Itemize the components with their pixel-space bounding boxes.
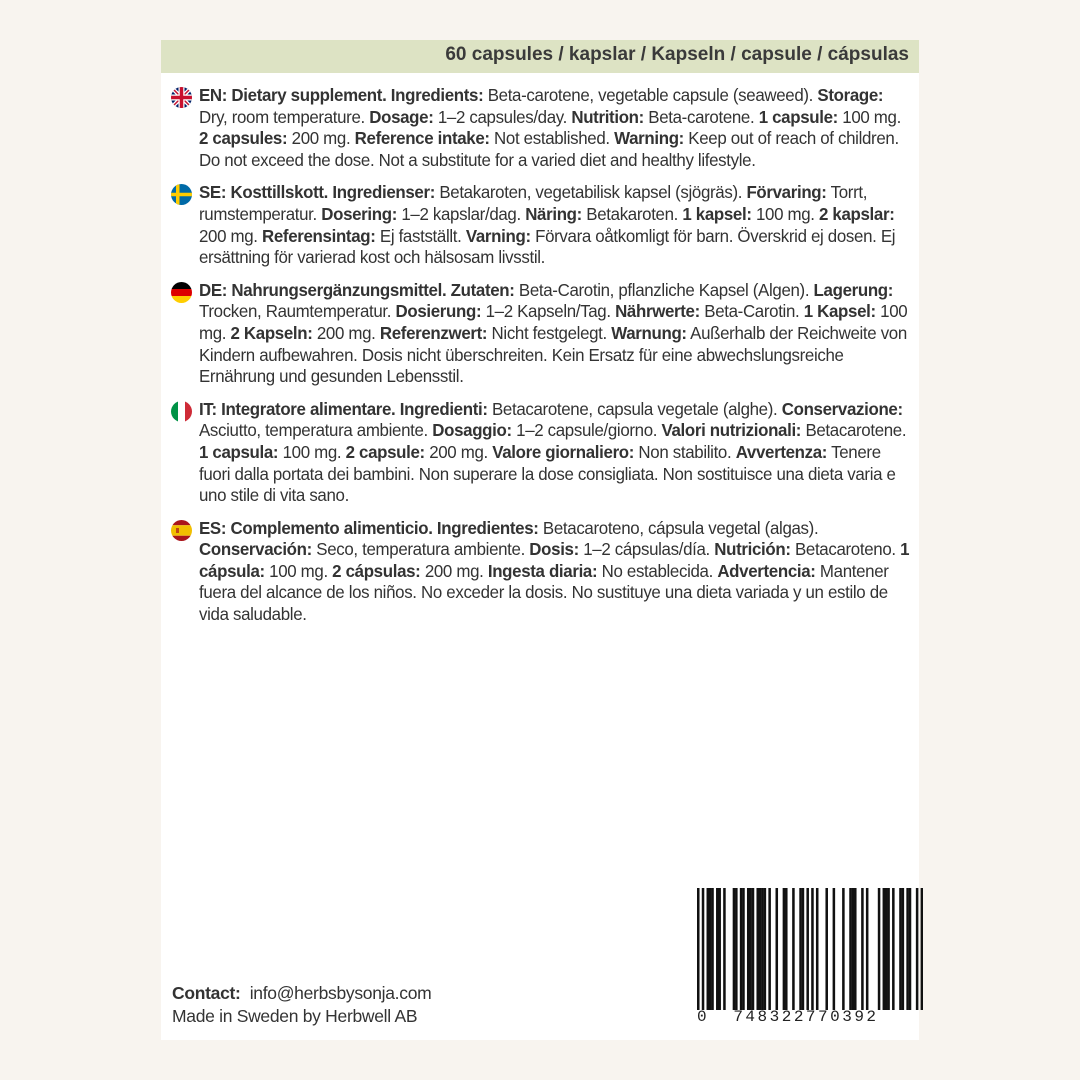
field-value: Mantener fuera del alcance de los niños. No exceder la dosis. No sustituye una dieta variada y un estilo de vida saludable. <box>199 560 889 625</box>
field-label: 1 kapsel: <box>682 203 752 224</box>
field-label: Referenzwert: <box>379 322 488 343</box>
product-label <box>161 40 919 1040</box>
section-es <box>171 518 911 626</box>
contact-label: Contact: <box>172 983 241 1003</box>
field-label: Nutrition: <box>571 106 644 127</box>
barcode-bar <box>892 888 895 1010</box>
barcode-first-digit: 0 <box>697 1008 710 1026</box>
uk-flag-icon <box>171 87 192 108</box>
barcode-bar <box>802 888 805 1010</box>
field-label: 1 capsula: <box>199 441 279 462</box>
field-value: Betacaroteno. <box>790 539 901 560</box>
field-label: Nährwerte: <box>615 301 700 322</box>
field-value: Betacarotene, capsula vegetale (alghe). <box>487 398 782 419</box>
field-label: Varning: <box>465 225 531 246</box>
field-label: Referensintag: <box>262 225 376 246</box>
contact-line <box>172 982 431 1005</box>
field-value: Seco, temperatura ambiente. <box>311 539 530 560</box>
field-value: Förvara oåtkomligt för barn. Överskrid ej dosen. Ej ersättning för varierad kost och hälsosam livsstil. <box>199 225 896 268</box>
barcode-bar <box>785 888 788 1010</box>
field-value: Dry, room temperature. <box>199 106 370 127</box>
section-text-de <box>199 280 913 388</box>
barcode-bar <box>735 888 738 1010</box>
field-label: 1 Kapsel: <box>803 301 876 322</box>
barcode-bar <box>776 888 779 1010</box>
field-value: 100 mg. <box>751 203 819 224</box>
section-text-en <box>199 85 913 171</box>
field-value: 1–2 capsule/giorno. <box>511 420 662 441</box>
barcode-bar <box>723 888 726 1010</box>
barcode-bar <box>768 888 771 1010</box>
italy-flag-icon <box>171 401 192 422</box>
contact-email[interactable]: info@herbsbysonja.com <box>249 983 432 1003</box>
section-se <box>171 182 911 268</box>
barcode-bar <box>806 888 809 1010</box>
field-label: Conservazione: <box>781 398 903 419</box>
barcode-bar <box>887 888 890 1010</box>
field-label: DE: Nahrungsergänzungsmittel. Zutaten: <box>199 279 515 300</box>
barcode-bar <box>707 888 710 1010</box>
field-value: 200 mg. <box>199 225 263 246</box>
header-band <box>161 40 919 73</box>
barcode-bar <box>849 888 852 1010</box>
field-label: Avvertenza: <box>735 441 828 462</box>
field-label: Warnung: <box>611 322 687 343</box>
field-label: Näring: <box>525 203 582 224</box>
field-label: Storage: <box>817 85 884 105</box>
field-label: 2 capsules: <box>199 128 288 149</box>
field-label: 1 capsule: <box>758 106 838 127</box>
barcode-bar <box>811 888 814 1010</box>
field-value: 200 mg. <box>420 560 488 581</box>
barcode-bar <box>711 888 714 1010</box>
field-value: Torrt, rumstemperatur. <box>199 182 868 224</box>
barcode-bar <box>747 888 750 1010</box>
field-label: 2 kapslar: <box>818 203 895 224</box>
contact-block <box>172 982 431 1028</box>
sweden-flag-icon <box>171 184 192 205</box>
field-label: Valore giornaliero: <box>492 441 635 462</box>
field-value: 100 mg. <box>837 106 901 127</box>
field-value: 1–2 capsules/day. <box>433 106 572 127</box>
field-value: Betakaroten, vegetabilisk kapsel (sjögräs). <box>434 182 747 203</box>
field-value: Trocken, Raumtemperatur. <box>199 301 396 322</box>
barcode-bar <box>761 888 764 1010</box>
barcode-bar <box>866 888 869 1010</box>
barcode-bar <box>742 888 745 1010</box>
section-text-es <box>199 518 913 626</box>
field-label: SE: Kosttillskott. Ingredienser: <box>199 182 435 203</box>
barcode-bar <box>756 888 759 1010</box>
field-value: 1–2 kapslar/dag. <box>397 203 526 224</box>
field-value: Beta-carotene. <box>643 106 759 127</box>
barcode-bar <box>783 888 786 1010</box>
barcode-bar <box>752 888 755 1010</box>
field-value: Betacarotene. <box>801 420 907 441</box>
barcode-bar <box>759 888 762 1010</box>
field-label: Ingesta diaria: <box>487 560 598 581</box>
field-value: Beta-Carotin. <box>699 301 804 322</box>
field-label: 2 cápsulas: <box>332 560 421 581</box>
field-label: 2 capsule: <box>345 441 425 462</box>
barcode-bar <box>718 888 721 1010</box>
field-label: Conservación: <box>199 539 312 560</box>
field-label: IT: Integratore alimentare. Ingredienti: <box>199 398 488 419</box>
capsule-count-title: 60 capsules / kapslar / Kapseln / capsule / cápsulas <box>445 44 909 65</box>
field-label: Advertencia: <box>717 560 816 581</box>
barcode-bar <box>885 888 888 1010</box>
barcode-number <box>697 1008 923 1026</box>
field-value: 200 mg. <box>287 128 355 149</box>
field-value: Tenere fuori dalla portata dei bambini. Non superare la dose consigliata. Non sostituisce una dieta varia e uno stile di vita sano. <box>199 441 896 506</box>
field-value: 100 mg. <box>199 301 908 343</box>
barcode-digits: 748322770392 <box>733 1008 879 1026</box>
barcode-bar <box>799 888 802 1010</box>
field-label: 1 cápsula: <box>199 539 910 581</box>
field-label: Warning: <box>614 128 684 149</box>
field-label: Nutrición: <box>714 539 791 560</box>
field-value: Beta-carotene, vegetable capsule (seaweed). <box>483 85 818 105</box>
field-value: 100 mg. <box>264 560 333 581</box>
field-value: Beta-Carotin, pflanzliche Kapsel (Algen). <box>514 279 814 300</box>
barcode-bar <box>861 888 864 1010</box>
field-label: EN: Dietary supplement. Ingredients: <box>199 85 484 105</box>
barcode-bar <box>825 888 828 1010</box>
field-label: 2 Kapseln: <box>230 322 313 343</box>
field-label: Valori nutrizionali: <box>661 420 802 441</box>
field-label: Dosering: <box>321 203 398 224</box>
field-value: Keep out of reach of children. Do not exceed the dose. Not a substitute for a varied diet and healthy lifestyle. <box>199 128 899 170</box>
barcode-icon <box>697 888 923 1010</box>
field-value: Nicht festgelegt. <box>487 322 612 343</box>
field-label: Dosage: <box>369 106 434 127</box>
language-sections <box>171 85 911 637</box>
field-label: ES: Complemento alimenticio. Ingredientes: <box>199 517 539 538</box>
germany-flag-icon <box>171 282 192 303</box>
barcode-bar <box>702 888 705 1010</box>
barcode-bar <box>878 888 881 1010</box>
field-value: 1–2 cápsulas/día. <box>578 539 715 560</box>
field-label: Förvaring: <box>746 182 827 203</box>
barcode-bar <box>749 888 752 1010</box>
barcode-bar <box>842 888 845 1010</box>
barcode-bar <box>899 888 902 1010</box>
barcode-bar <box>764 888 767 1010</box>
field-value: Außerhalb der Reichweite von Kindern aufbewahren. Dosis nicht überschreiten. Kein Ersatz für eine abwechslungsreiche Ernährung und gesunden Lebensstil. <box>199 322 907 387</box>
field-value: Betacaroteno, cápsula vegetal (algas). <box>538 517 819 538</box>
field-value: Ej fastställt. <box>375 225 466 246</box>
barcode-bar <box>852 888 855 1010</box>
barcode-bar <box>833 888 836 1010</box>
field-value: 1–2 Kapseln/Tag. <box>481 301 616 322</box>
field-value: Non stabilito. <box>634 441 736 462</box>
spain-flag-icon <box>171 520 192 541</box>
barcode-bar <box>792 888 795 1010</box>
barcode-bar <box>716 888 719 1010</box>
barcode-bar <box>921 888 923 1010</box>
barcode-bar <box>902 888 905 1010</box>
section-text-it <box>199 399 913 507</box>
field-value: Not established. <box>489 128 615 149</box>
barcode-bar <box>740 888 743 1010</box>
barcode-bar <box>816 888 819 1010</box>
field-value: 200 mg. <box>424 441 493 462</box>
field-label: Dosaggio: <box>432 420 512 441</box>
section-it <box>171 399 911 507</box>
field-value: 200 mg. <box>312 322 380 343</box>
barcode-bar <box>916 888 919 1010</box>
field-value: Betakaroten. <box>581 203 683 224</box>
barcode-bar <box>906 888 909 1010</box>
section-en <box>171 85 911 171</box>
made-in-line: Made in Sweden by Herbwell AB <box>172 1006 418 1026</box>
field-label: Dosis: <box>529 539 579 560</box>
barcode-bar <box>733 888 736 1010</box>
barcode-bar <box>854 888 857 1010</box>
field-label: Dosierung: <box>395 301 482 322</box>
field-value: 100 mg. <box>278 441 346 462</box>
field-value: No establecida. <box>597 560 718 581</box>
section-de <box>171 280 911 388</box>
barcode-bar <box>883 888 886 1010</box>
barcode-bar <box>909 888 912 1010</box>
field-value: Asciutto, temperatura ambiente. <box>199 420 433 441</box>
field-label: Lagerung: <box>813 279 894 300</box>
barcode-bar <box>709 888 712 1010</box>
field-label: Reference intake: <box>354 128 490 149</box>
section-text-se <box>199 182 913 268</box>
barcode-bar <box>697 888 700 1010</box>
